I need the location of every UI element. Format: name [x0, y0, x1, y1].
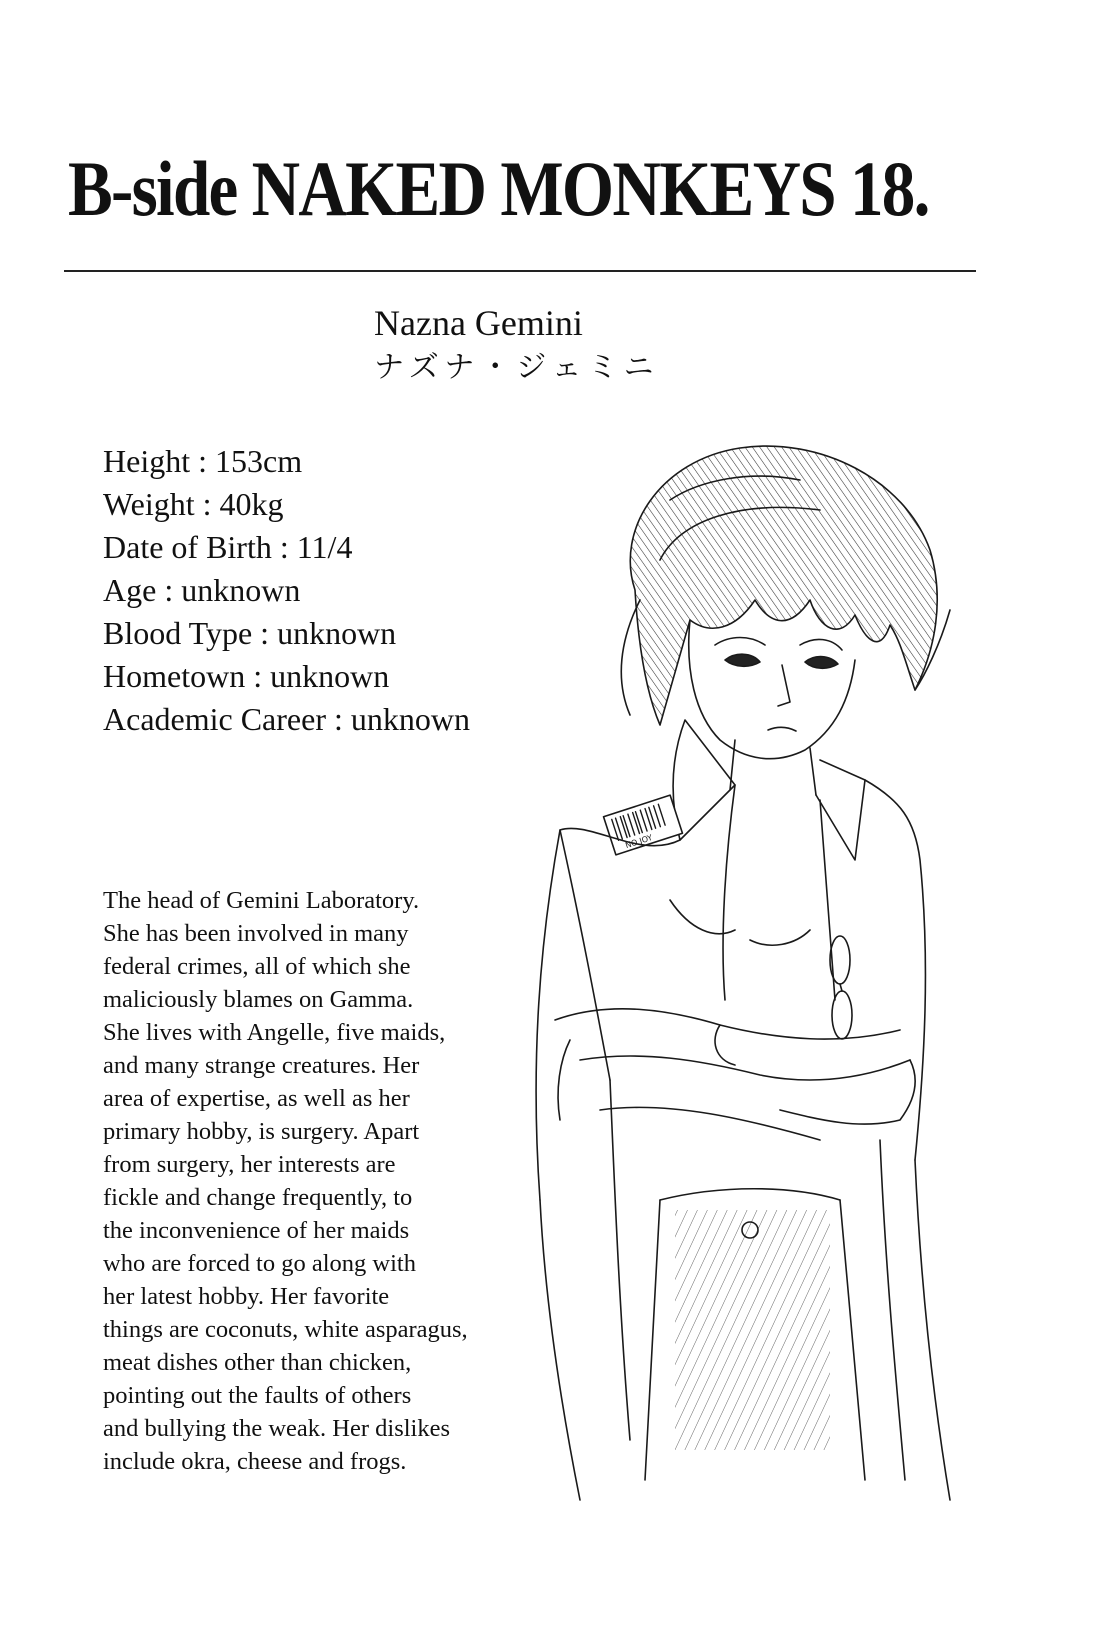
bio-line: and bullying the weak. Her dislikes	[103, 1415, 451, 1442]
bio-line: her latest hobby. Her favorite	[103, 1283, 390, 1310]
title-divider	[64, 270, 976, 272]
bio-line: area of expertise, as well as her	[103, 1085, 410, 1112]
bio-line: The head of Gemini Laboratory.	[103, 887, 420, 914]
character-biography	[103, 884, 553, 1478]
bio-line: federal crimes, all of which she	[103, 953, 411, 980]
stat-weight: Weight : 40kg	[103, 486, 284, 522]
face	[689, 620, 855, 759]
bio-line: She has been involved in many	[103, 920, 409, 947]
bio-line: meat dishes other than chicken,	[103, 1349, 412, 1376]
badge-text: NO JOY	[624, 832, 654, 851]
character-name-english: Nazna Gemini	[374, 303, 583, 343]
bio-line: the inconvenience of her maids	[103, 1217, 410, 1244]
stat-date-of-birth: Date of Birth : 11/4	[103, 529, 353, 565]
bio-line: maliciously blames on Gamma.	[103, 986, 414, 1013]
bio-line: and many strange creatures. Her	[103, 1052, 420, 1079]
coat	[536, 780, 925, 1200]
bio-line: include okra, cheese and frogs.	[103, 1448, 407, 1475]
bio-line: from surgery, her interests are	[103, 1151, 396, 1178]
bio-line: primary hobby, is surgery. Apart	[103, 1118, 420, 1145]
bio-line: pointing out the faults of others	[103, 1382, 412, 1409]
stat-blood-type: Blood Type : unknown	[103, 615, 397, 651]
bio-line: She lives with Angelle, five maids,	[103, 1019, 446, 1046]
stat-age: Age : unknown	[103, 572, 301, 608]
character-sketch	[520, 440, 990, 1520]
page-title: B-side NAKED MONKEYS 18.	[68, 145, 929, 232]
stat-hometown: Hometown : unknown	[103, 658, 390, 694]
bio-line: who are forced to go along with	[103, 1250, 416, 1277]
bio-line: things are coconuts, white asparagus,	[103, 1316, 468, 1343]
bio-line: fickle and change frequently, to	[103, 1184, 413, 1211]
stat-academic-career: Academic Career : unknown	[103, 701, 470, 737]
character-name-block	[374, 300, 660, 390]
character-stats	[103, 440, 470, 741]
character-name-japanese: ナズナ・ジェミニ	[374, 350, 660, 385]
stat-height: Height : 153cm	[103, 443, 303, 479]
lower-body	[540, 1080, 950, 1500]
